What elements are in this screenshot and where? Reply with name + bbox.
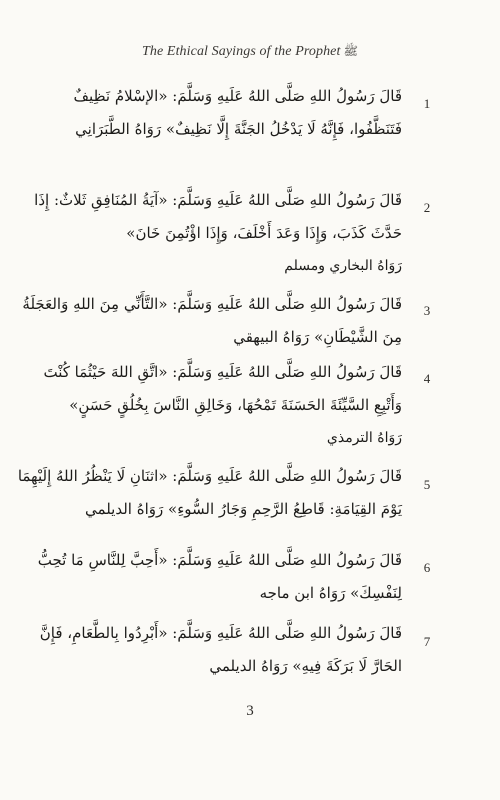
header-title: The Ethical Sayings of the Prophet — [142, 44, 341, 59]
hadith-line: قَالَ رَسُولُ اللهِ صَلَّى اللهُ عَلَيهِ وَسَلَّمَ: «التَّأَنِّي مِنَ اللهِ وَالعَجَلَةُ — [22, 295, 402, 313]
hadith-line: وَأَتْبِعِ السَّيِّئَةَ الحَسَنَةَ تَمْحُهَا، وَخَالِقِ النَّاسَ بِخُلُقٍ حَسَنٍ» — [69, 396, 402, 414]
hadith-source: رَوَاهُ الترمذي — [326, 430, 402, 446]
hadith-line: لِنَفْسِكَ» رَوَاهُ ابن ماجه — [259, 584, 402, 602]
hadith-line: قَالَ رَسُولُ اللهِ صَلَّى اللهُ عَلَيهِ وَسَلَّمَ: «اثنَانِ لَا يَنْظُرُ اللهُ إِلَيْهِمَا — [17, 467, 402, 485]
hadith-text — [43, 356, 402, 455]
hadith-text — [39, 617, 402, 683]
hadith-line: مِنَ الشَّيْطَانِ» رَوَاهُ البيهقي — [233, 328, 402, 346]
hadith-number: 1 — [423, 96, 431, 111]
hadith-line: قَالَ رَسُولُ اللهِ صَلَّى اللهُ عَلَيهِ وَسَلَّمَ: «اتَّقِ اللهَ حَيْثُمَا كُنْتَ — [43, 363, 402, 381]
hadith-number: 6 — [423, 560, 431, 575]
hadith-number: 2 — [423, 200, 431, 215]
hadith-line: حَدَّثَ كَذَبَ، وَإِذَا وَعَدَ أَخْلَفَ، وَإِذَا اؤْتُمِنَ خَانَ» — [126, 224, 402, 242]
hadith-text — [22, 288, 402, 354]
hadith-text — [62, 80, 402, 146]
hadith-text — [17, 460, 402, 526]
hadith-line: الحَارَّ لَا بَرَكَةَ فِيهِ» رَوَاهُ الديلمي — [209, 657, 402, 675]
hadith-number: 7 — [423, 634, 431, 649]
hadith-line: قَالَ رَسُولُ اللهِ صَلَّى اللهُ عَلَيهِ وَسَلَّمَ: «آيَةُ المُنَافِقِ ثَلاثٌ: إِذَا — [34, 191, 402, 209]
hadith-number: 4 — [423, 371, 431, 386]
hadith-line: يَوْمَ القِيَامَةِ: قَاطِعُ الرَّحِمِ وَجَارُ السُّوءِ» رَوَاهُ الديلمي — [85, 500, 402, 518]
page-number: 3 — [246, 703, 254, 719]
hadith-line: قَالَ رَسُولُ اللهِ صَلَّى اللهُ عَلَيهِ وَسَلَّمَ: «الإسْلامُ نَظِيفٌ — [73, 87, 402, 105]
hadith-text — [34, 184, 402, 283]
honorific-symbol: ﷺ — [343, 44, 358, 58]
hadith-line: قَالَ رَسُولُ اللهِ صَلَّى اللهُ عَلَيهِ وَسَلَّمَ: «أَبْرِدُوا بِالطَّعَامِ، فَإِنَّ — [39, 624, 402, 642]
hadith-number: 5 — [423, 477, 431, 492]
hadith-number: 3 — [423, 303, 431, 318]
hadith-text — [37, 544, 402, 610]
hadith-line: قَالَ رَسُولُ اللهِ صَلَّى اللهُ عَلَيهِ وَسَلَّمَ: «أَحِبَّ لِلنَّاسِ مَا تُحِبُّ — [37, 551, 402, 569]
hadith-source: رَوَاهُ البخاري ومسلم — [284, 258, 402, 274]
hadith-line: فَتَنَظَّفُوا، فَإِنَّهُ لَا يَدْخُلُ الجَنَّةَ إِلَّا نَظِيفٌ» رَوَاهُ الطَّبَرَانِي — [75, 120, 402, 138]
running-header — [0, 44, 500, 61]
